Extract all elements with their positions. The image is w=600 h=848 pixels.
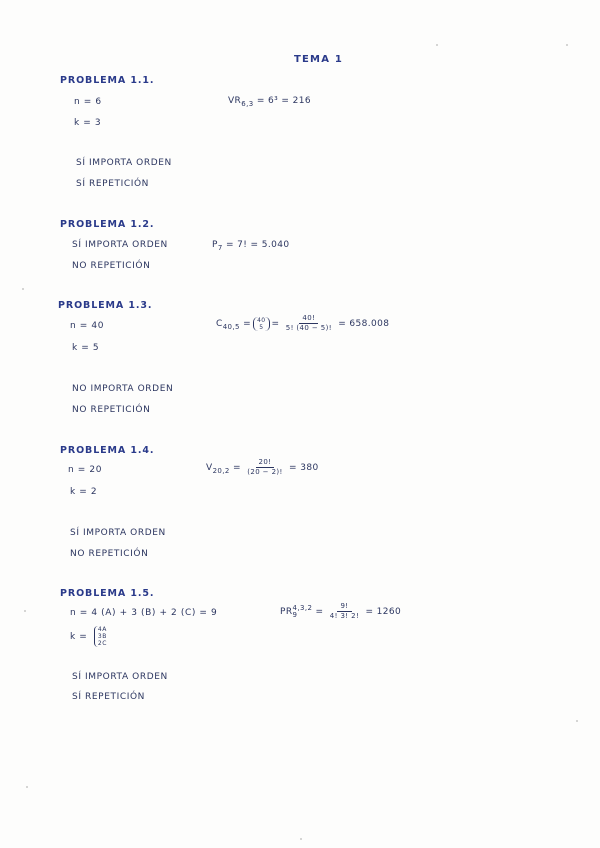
formula-result: = 6³ = 216	[256, 96, 312, 106]
problem-1-5-heading: PROBLEMA 1.5.	[60, 588, 155, 599]
formula-symbol: P	[212, 240, 218, 250]
formula-result: = 1260	[365, 607, 402, 617]
problem-1-2-heading: PROBLEMA 1.2.	[60, 219, 155, 230]
page-title: TEMA 1	[294, 54, 343, 65]
problem-1-5-note-repetition: SÍ REPETICIÓN	[72, 692, 145, 702]
fraction-denominator: 4! 3! 2!	[329, 612, 360, 620]
k-value: 2C	[97, 640, 108, 647]
k-value: 3B	[97, 633, 108, 640]
fraction	[283, 314, 335, 333]
problem-1-1-n: n = 6	[74, 97, 102, 107]
binomial-coefficient	[253, 317, 269, 331]
fraction-numerator: 40!	[299, 314, 318, 324]
fraction-denominator: 5! (40 − 5)!	[285, 324, 332, 332]
formula-superscript: 4,3,2	[292, 603, 313, 612]
scan-speck	[22, 288, 24, 290]
problem-1-4-note-repetition: NO REPETICIÓN	[70, 549, 149, 559]
problem-1-3-k: k = 5	[72, 343, 100, 353]
problem-1-4-n: n = 20	[68, 465, 103, 475]
problem-1-5-note-order: SÍ IMPORTA ORDEN	[72, 672, 168, 682]
problem-1-2-note-repetition: NO REPETICIÓN	[72, 261, 151, 271]
scan-speck	[300, 838, 302, 840]
problem-1-3-note-repetition: NO REPETICIÓN	[72, 405, 151, 415]
problem-1-2-note-order: SÍ IMPORTA ORDEN	[72, 240, 168, 250]
problem-1-5-formula: PR 4,3,2 9 = $\frac{9!}{4! 3! 2!}$ = 1260	[280, 602, 402, 620]
formula-result: = 658.008	[338, 319, 390, 329]
problem-1-4-heading: PROBLEMA 1.4.	[60, 445, 155, 456]
scan-speck	[566, 44, 568, 46]
scan-speck	[576, 720, 578, 722]
fraction	[327, 602, 362, 621]
problem-1-3-n: n = 40	[70, 321, 105, 331]
formula-indices	[292, 605, 312, 619]
scan-speck	[24, 610, 26, 612]
formula-result: = 380	[289, 463, 319, 473]
formula-symbol: V	[206, 463, 213, 473]
fraction	[244, 458, 286, 477]
formula-subscript: 6,3	[241, 99, 254, 108]
problem-1-4-formula: $V_{20,2}$ = $\frac{20!}{(20 - 2)!}$ = 380	[206, 458, 319, 476]
k-values-brace	[94, 626, 107, 647]
formula-symbol: C	[216, 319, 223, 329]
problem-1-3-note-order: NO IMPORTA ORDEN	[72, 384, 174, 394]
scan-speck	[436, 44, 438, 46]
formula-result: = 7! = 5.040	[225, 240, 290, 250]
formula-subscript: 7	[217, 243, 223, 252]
problem-1-5-k	[70, 626, 107, 647]
problem-1-1-heading: PROBLEMA 1.1.	[60, 75, 155, 86]
k-value: 4A	[97, 626, 108, 633]
problem-1-1-note-repetition: SÍ REPETICIÓN	[76, 179, 149, 189]
problem-1-1-formula	[228, 96, 311, 108]
problem-1-3-heading: PROBLEMA 1.3.	[58, 300, 153, 311]
formula-subscript: 40,5	[222, 322, 240, 331]
formula-subscript: 20,2	[212, 466, 230, 475]
problem-1-5-n: n = 4 (A) + 3 (B) + 2 (C) = 9	[70, 608, 218, 618]
binomial-bottom: 5	[259, 323, 264, 331]
problem-1-1-note-order: SÍ IMPORTA ORDEN	[76, 158, 172, 168]
problem-1-4-k: k = 2	[70, 487, 98, 497]
binomial-top: 40	[257, 316, 266, 324]
k-label: k =	[70, 632, 88, 642]
fraction-denominator: (20 − 2)!	[247, 468, 283, 476]
problem-1-3-formula: $C_{40,5}$ = 40 5 = $\frac{40!}{5! (40 - 5)!}$ = 658.008	[216, 314, 390, 332]
problem-1-2-formula	[212, 240, 290, 252]
formula-symbol: VR	[228, 96, 242, 106]
formula-symbol: PR	[280, 607, 293, 617]
formula-subscript: 9	[292, 610, 298, 619]
problem-1-4-note-order: SÍ IMPORTA ORDEN	[70, 528, 166, 538]
problem-1-1-k: k = 3	[74, 118, 102, 128]
scan-speck	[26, 786, 28, 788]
fraction-numerator: 20!	[256, 458, 275, 468]
fraction-numerator: 9!	[337, 602, 351, 612]
